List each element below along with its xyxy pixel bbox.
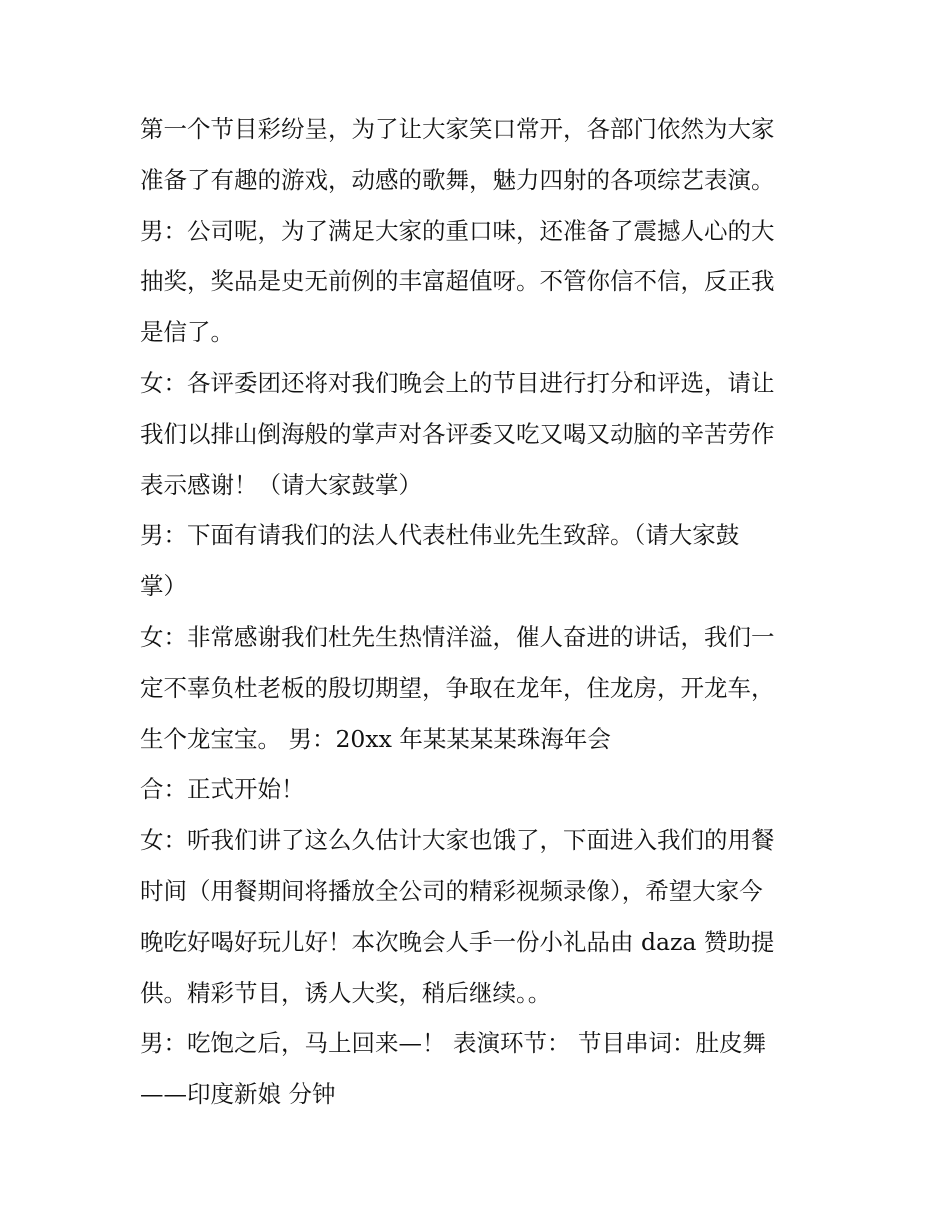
text-line: 男：吃饱之后，马上回来—！ 表演环节： 节目串词：肚皮舞	[140, 1029, 766, 1058]
text-line: 时间（用餐期间将播放全公司的精彩视频录像），希望大家今	[140, 876, 763, 905]
text-line: 男：公司呢，为了满足大家的重口味，还准备了震撼人心的大	[140, 216, 775, 245]
text-line: 生个龙宝宝。 男：20xx 年某某某某珠海年会	[140, 724, 611, 753]
text-line: 女：各评委团还将对我们晚会上的节目进行打分和评选，请让	[140, 368, 775, 397]
text-line: 男：下面有请我们的法人代表杜伟业先生致辞。（请大家鼓	[140, 521, 740, 550]
text-line: 合：正式开始！	[140, 775, 305, 804]
text-line: 是信了。	[140, 318, 234, 347]
text-line: 表示感谢！（请大家鼓掌）	[140, 470, 422, 499]
text-line: 晚吃好喝好玩儿好！本次晚会人手一份小礼品由 daza 赞助提	[140, 927, 775, 956]
text-line: 第一个节目彩纷呈，为了让大家笑口常开，各部门依然为大家	[140, 115, 775, 143]
text-line: 掌）	[140, 572, 187, 601]
text-line: 定不辜负杜老板的殷切期望，争取在龙年，住龙房，开龙车，	[140, 673, 775, 702]
document-body	[140, 104, 820, 1120]
text-line: ——印度新娘 分钟	[140, 1080, 336, 1109]
text-line: 准备了有趣的游戏，动感的歌舞，魅力四射的各项综艺表演。	[140, 165, 775, 194]
text-line: 抽奖，奖品是史无前例的丰富超值呀。不管你信不信，反正我	[140, 267, 775, 296]
text-line: 女：非常感谢我们杜先生热情洋溢，催人奋进的讲话，我们一	[140, 622, 775, 651]
text-line: 我们以排山倒海般的掌声对各评委又吃又喝又动脑的辛苦劳作	[140, 419, 775, 448]
text-line: 供。精彩节目，诱人大奖，稍后继续。。	[140, 978, 552, 1007]
text-line: 女：听我们讲了这么久估计大家也饿了，下面进入我们的用餐	[140, 826, 775, 855]
